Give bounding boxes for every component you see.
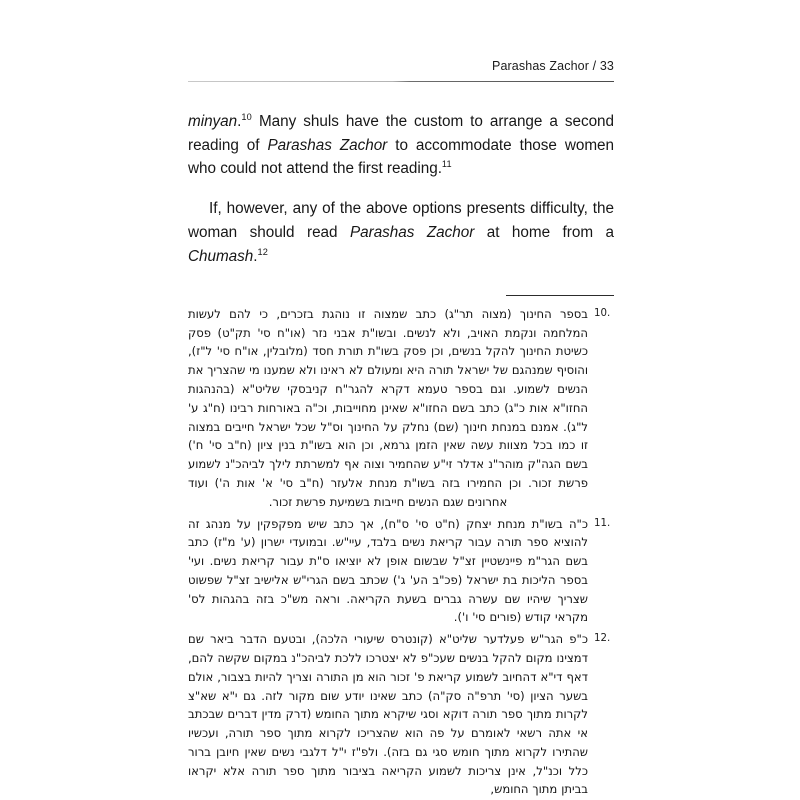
footnote-item bbox=[188, 515, 614, 628]
running-head-text: Parashas Zachor / 33 bbox=[491, 59, 614, 73]
footnote-text: כ"פ הגר"ש פעלדער שליט"א (קונטרס שיעורי הלכה), ובטעם הדבר ביאר שם דמצינו מקום להקל בנשים שעכ"פ לא יצטרכו ללכת לביהכ"נ במקום שקשה להם, דאף די"א דהחיוב לשמוע קריאת פ' זכור הוא מן התורה וצריך להיות בצבור, אולם בשער הציון (סי' תרפ"ה סק"ה) כתב שאינו יודע שום מקור לזה. גם י"א שא"צ לקרות מתוך ספר תורה דוקא וסגי שיקרא מתוך החומש (דרק מדין דברים שבכתב אי אתה רשאי לאומרם על פה הוא שהצריכו לקרוא מתוך ספר תורה, ועכשיו שהתירו לקרוא מתוך חומש סגי גם בזה). ולפ"ז י"ל דלגבי נשים שאין חיובן ברור כלל וכנ"ל, אינן צריכות לשמוע הקריאה בציבור מתוך ספר תורה אלא יקראו בביתן מתוך החומש, bbox=[188, 632, 588, 797]
footnote-text: בספר החינוך (מצוה תר"ג) כתב שמצוה זו נוהגת בזכרים, כי להם לעשות המלחמה ונקמת האויב, ולא לנשים. ובשו"ת אבני נזר (או"ח סי' תק"ט) פסק כשיטת החינוך להקל בנשים, וכן פסק בשו"ת תורת חסד (מלובלין, או"ח סי' ל"ז), והוסיף שמנהגם של ישראל תורה היא ומעולם לא ראינו ולא שמענו מי שהצריך את הנשים לשמוע. וגם בספר טעמא דקרא להגר"ח קניבסקי שליט"א (בהנהגות החזו"א אות כ"ג) כתב בשם החזו"א שאינן מחוייבות, וכ"ה באורחות רבינו (ח"ג ע' ל"ג). אמנם במנחת חינוך (שם) נחלק על החינוך וס"ל שכל ישראל חייבים במצוה זו כמו בכל מצוות עשה שאין הזמן גרמא, וכן הוא בשו"ת בנין ציון (ח"ב סי' ח') בשם הגה"ק מוהר"נ אדלר זי"ע שהחמיר וצוה אף למשרתת לילך לביהכ"נ לשמוע פרשת זכור. וכן החמירו בזה בשו"ת מנחת אלעזר (ח"ב סי' א' אות ה') ועוד אחרונים שגם הנשים חייבות בשמיעת פרשת זכור. bbox=[188, 306, 588, 509]
running-head bbox=[188, 0, 614, 74]
page-content-column bbox=[188, 0, 614, 800]
text-run: If, however, any of the above options presents difficulty, the woman should read bbox=[188, 200, 614, 242]
text-run: Many shuls have the custom to arrange a second reading of bbox=[188, 112, 614, 154]
footnote-number: 12. bbox=[594, 633, 611, 645]
footnote-number: 10. bbox=[594, 307, 611, 319]
italic-term: minyan bbox=[188, 112, 238, 130]
footnote-text: כ"ה בשו"ת מנחת יצחק (ח"ט סי' ס"ח), אך כתב שיש מפקפקין על מנהג זה להוציא ספר תורה עבור קריאת נשים בלבד, עיי"ש. ובמועדי ישרון (ע' מ"ז) כתב בשם הגר"מ פיינשטיין זצ"ל שבשום אופן לא יוציאו ס"ת עבור קריאת נשים. ועי' בספר הליכות בת ישראל (פכ"ב הע' ג') שכתב בשם הגרי"ש אלישיב זצ"ל שפשוט שצריך שיהיו שם עשרה גברים בשעת הקריאה. וראה מש"כ בזה בהגהות לס' מקראי קודש (פורים סי' ו'). bbox=[188, 516, 588, 625]
text-run: to accommodate those women who could not attend the first reading. bbox=[188, 136, 614, 178]
text-run: . bbox=[253, 248, 258, 266]
footnote-reference: 12 bbox=[257, 246, 269, 257]
footnote-reference: 11 bbox=[441, 159, 452, 170]
footnote-number: 11. bbox=[594, 517, 611, 529]
footnote-item bbox=[188, 630, 614, 799]
footnote-section bbox=[188, 295, 614, 799]
body-paragraph-1 bbox=[188, 110, 614, 182]
english-body bbox=[188, 110, 614, 269]
footnote-separator-rule bbox=[506, 295, 614, 296]
footnote-item bbox=[188, 305, 614, 512]
italic-term: Chumash bbox=[188, 248, 254, 266]
header-rule bbox=[188, 81, 614, 82]
italic-term: Parashas Zachor bbox=[267, 136, 388, 154]
italic-term: Parashas Zachor bbox=[349, 224, 475, 242]
text-run: at home from a bbox=[474, 224, 614, 242]
footnote-reference: 10 bbox=[241, 111, 252, 122]
text-run: . bbox=[237, 112, 242, 130]
body-paragraph-2 bbox=[188, 197, 614, 269]
